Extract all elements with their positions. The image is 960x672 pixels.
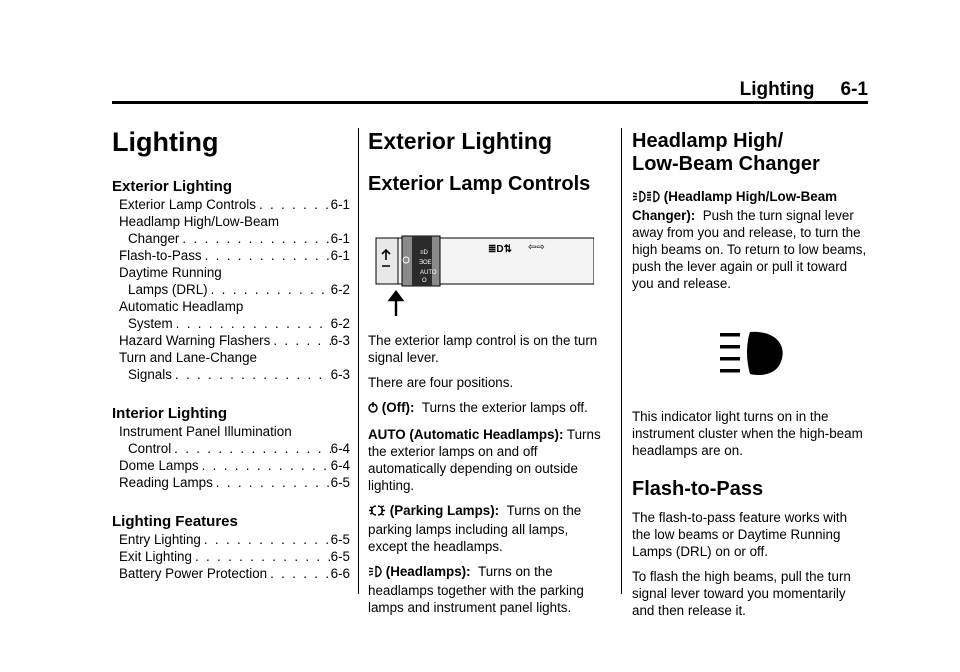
toc-entry-label: Exit Lighting	[119, 549, 192, 564]
toc-entry-label: System	[128, 316, 173, 331]
toc-entry[interactable]	[112, 474, 350, 491]
headlamps-icon	[368, 565, 382, 582]
toc-leader-dots	[202, 247, 331, 264]
toc-entry[interactable]	[112, 457, 350, 474]
table-of-contents	[112, 178, 350, 582]
headlamps-label: (Headlamps):	[385, 564, 471, 579]
toc-entry-page: 6-5	[330, 532, 350, 547]
toc-entry-label: Turn and Lane-Change	[119, 350, 257, 365]
toc-entry-page: 6-1	[330, 248, 350, 263]
section-title-high-low-beam	[632, 130, 868, 176]
positions-count-text: There are four positions.	[368, 375, 514, 390]
toc-entry[interactable]	[112, 247, 350, 264]
toc-section	[112, 513, 350, 582]
toc-entry[interactable]	[112, 565, 350, 582]
toc-leader-dots	[201, 531, 331, 548]
toc-entry-label: Changer	[128, 231, 180, 246]
header-rule	[112, 101, 868, 104]
toc-entry[interactable]	[112, 332, 350, 349]
toc-entry-page: 6-1	[330, 231, 350, 246]
title-line-1: Headlamp High/	[632, 130, 784, 152]
title-line-2: Low-Beam Changer	[632, 153, 820, 175]
page-header	[112, 78, 868, 102]
off-symbol-icon	[368, 401, 378, 418]
toc-entry[interactable]	[112, 423, 350, 440]
exterior-lighting-column	[368, 112, 610, 616]
toc-section	[112, 405, 350, 491]
toc-entry-label: Headlamp High/Low-Beam	[119, 214, 280, 229]
chapter-title: Lighting	[112, 127, 219, 157]
off-description: Turns the exterior lamps off.	[421, 400, 588, 415]
toc-entry-page: 6-1	[330, 197, 350, 212]
toc-entry-label: Lamps (DRL)	[128, 282, 208, 297]
toc-entry-label: Entry Lighting	[119, 532, 201, 547]
toc-entry[interactable]	[112, 264, 350, 281]
toc-entry-label: Battery Power Protection	[119, 566, 268, 581]
svg-text:⇦⇨: ⇦⇨	[528, 242, 545, 253]
toc-leader-dots	[267, 565, 331, 582]
headlamps-position-text	[368, 563, 610, 616]
toc-section-heading: Interior Lighting	[112, 405, 227, 422]
toc-entry-page: 6-2	[330, 282, 350, 297]
toc-leader-dots	[213, 474, 331, 491]
svg-text:ƎOE: ƎOE	[419, 260, 432, 266]
indicator-light-text: This indicator light turns on in the instrument cluster when the high-beam headlamps are on.	[632, 409, 863, 458]
toc-section-heading: Lighting Features	[112, 513, 238, 530]
parking-position-text	[368, 502, 610, 555]
toc-leader-dots	[208, 281, 331, 298]
toc-section-heading: Exterior Lighting	[112, 178, 232, 195]
high-beam-indicator-illustration	[632, 330, 868, 404]
header-section: Lighting	[739, 79, 815, 100]
toc-leader-dots	[179, 230, 330, 247]
auto-label: AUTO (Automatic Headlamps):	[368, 427, 564, 442]
toc-entry-page: 6-4	[330, 458, 350, 473]
high-low-beam-column	[632, 112, 868, 619]
toc-entry-label: Control	[128, 441, 172, 456]
toc-entry[interactable]	[112, 548, 350, 565]
toc-entry[interactable]	[112, 315, 350, 332]
toc-leader-dots	[172, 366, 331, 383]
toc-entry[interactable]	[112, 349, 350, 366]
toc-entry-page: 6-5	[330, 475, 350, 490]
toc-entry[interactable]	[112, 298, 350, 315]
parking-label: (Parking Lamps):	[389, 503, 500, 518]
toc-entry-page: 6-4	[330, 441, 350, 456]
high-low-beam-label: (Headlamp High/Low-Beam Changer):	[632, 189, 838, 223]
lamp-control-location-text: The exterior lamp control is on the turn signal lever.	[368, 333, 598, 365]
toc-entry[interactable]	[112, 196, 350, 213]
toc-leader-dots	[171, 440, 330, 457]
low-beam-icon	[632, 190, 646, 207]
flash-to-pass-text-2: To flash the high beams, pull the turn signal lever toward you momentarily and then release it.	[632, 569, 851, 618]
svg-text:≣D⇅: ≣D⇅	[488, 244, 512, 255]
toc-entry-label: Automatic Headlamp	[119, 299, 244, 314]
toc-entry[interactable]	[112, 531, 350, 548]
section-title-exterior-lighting: Exterior Lighting	[368, 128, 552, 154]
toc-leader-dots	[192, 548, 331, 565]
toc-entry-label: Dome Lamps	[119, 458, 199, 473]
header-page-number: 6-1	[840, 79, 868, 100]
toc-entry-label: Daytime Running	[119, 265, 222, 280]
svg-text:AUTO: AUTO	[420, 270, 437, 276]
toc-entry[interactable]	[112, 230, 350, 247]
high-low-beam-text	[632, 188, 868, 292]
toc-leader-dots	[270, 332, 330, 349]
toc-entry-label: Reading Lamps	[119, 475, 213, 490]
toc-entry-label: Hazard Warning Flashers	[119, 333, 271, 348]
section-title-flash-to-pass: Flash-to-Pass	[632, 478, 764, 500]
column-divider-2	[621, 128, 622, 594]
off-position-text	[368, 399, 610, 418]
auto-position-text	[368, 426, 610, 494]
toc-entry-page: 6-3	[330, 333, 350, 348]
turn-signal-lever-icon	[368, 224, 594, 318]
toc-entry-page: 6-6	[330, 566, 350, 581]
toc-entry-label: Signals	[128, 367, 172, 382]
headlamps-description: Turns on the headlamps together with the parking lamps and instrument panel lights.	[368, 564, 584, 615]
toc-entry-page: 6-5	[330, 549, 350, 564]
high-low-beam-description: Push the turn signal lever away from you and release, to turn the high beams on. To return to low beams, push the lever again or pull it toward you and release.	[632, 208, 867, 291]
toc-leader-dots	[199, 457, 331, 474]
toc-leader-dots	[256, 196, 331, 213]
toc-entry-page: 6-2	[330, 316, 350, 331]
high-beam-indicator-icon	[718, 330, 790, 376]
toc-entry[interactable]	[112, 213, 350, 230]
toc-entry-label: Exterior Lamp Controls	[119, 197, 256, 212]
toc-section	[112, 178, 350, 383]
toc-entry-page: 6-3	[330, 367, 350, 382]
subsection-title-lamp-controls: Exterior Lamp Controls	[368, 173, 591, 195]
toc-entry[interactable]	[112, 366, 350, 383]
high-beam-icon	[646, 190, 660, 207]
toc-entry[interactable]	[112, 281, 350, 298]
off-label: (Off):	[381, 400, 415, 415]
toc-leader-dots	[173, 315, 331, 332]
toc-entry[interactable]	[112, 440, 350, 457]
toc-column	[112, 112, 350, 582]
parking-description: Turns on the parking lamps including all lamps, except the headlamps.	[368, 503, 582, 554]
toc-entry-label: Instrument Panel Illumination	[119, 424, 292, 439]
flash-to-pass-text-1: The flash-to-pass feature works with the low beams or Daytime Running Lamps (DRL) on or off.	[632, 510, 848, 559]
svg-text:≡D: ≡D	[420, 250, 428, 256]
toc-entry-label: Flash-to-Pass	[119, 248, 202, 263]
svg-text:O: O	[422, 278, 427, 284]
lamp-control-illustration	[368, 224, 610, 318]
auto-description: Turns the exterior lamps on and off automatically depending on outside lighting.	[368, 427, 601, 493]
column-divider-1	[358, 128, 359, 594]
parking-lamps-icon	[368, 504, 386, 521]
